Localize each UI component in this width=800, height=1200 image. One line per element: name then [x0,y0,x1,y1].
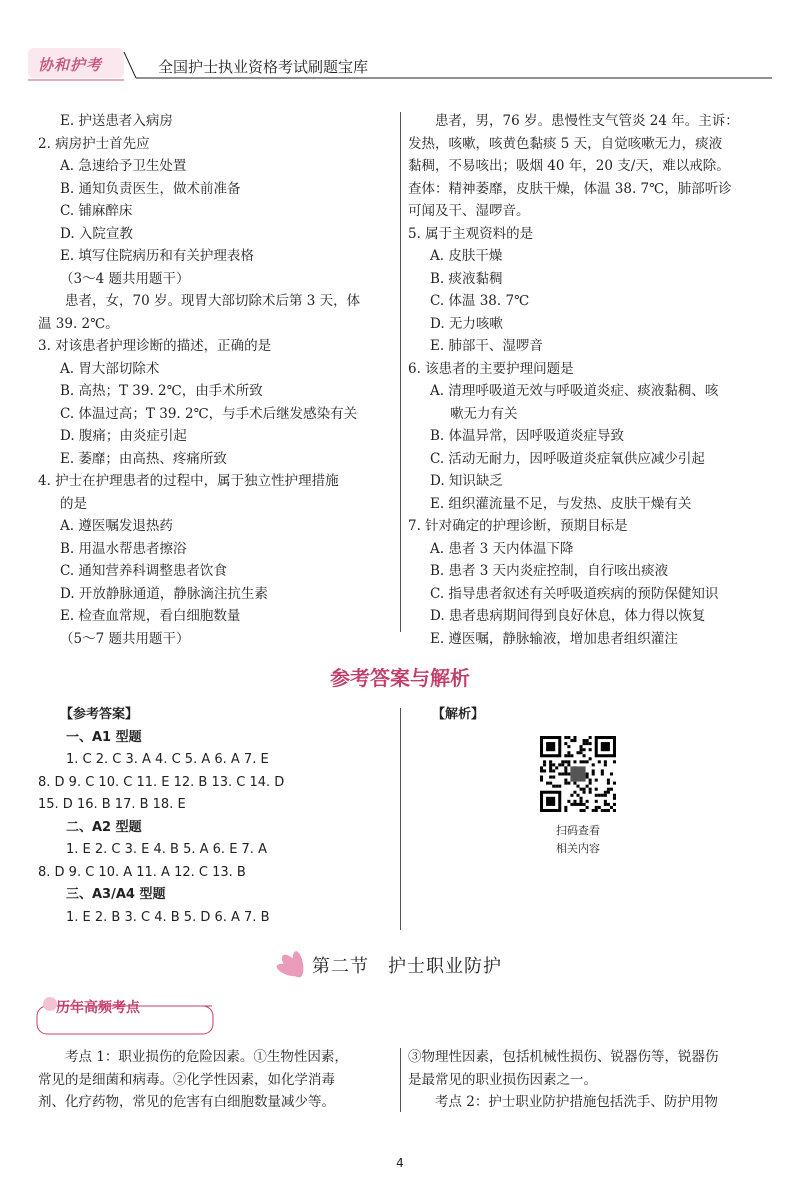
question-line: B. 用温水帮患者擦浴 [60,540,187,557]
question-line: 患者，男，76 岁。患慢性支气管炎 24 年。主诉： [435,113,739,129]
answer-line: 二、A2 型题 [66,819,142,835]
right-question-column [408,110,768,650]
question-line: E. 检查血常规，看白细胞数量 [60,608,241,624]
question-line: B. 体温异常，因呼吸道炎症导致 [430,428,625,444]
question-line: 7. 针对确定的护理诊断，预期目标是 [408,518,628,534]
answer-line: 【参考答案】 [60,707,139,722]
body-right-column [408,1046,768,1114]
question-line: E. 萎靡；由高热、疼痛所致 [60,450,227,467]
question-line: （5～7 题共用题干） [60,630,190,647]
body-line: 考点 1：职业损伤的危险因素。①生物性因素， [65,1049,348,1065]
qr-code-icon [540,736,616,812]
left-question-column [38,110,390,650]
question-line: 的是 [60,495,87,512]
question-line: 2. 病房护士首先应 [38,135,150,152]
qr-code[interactable] [540,736,616,812]
question-line: E. 护送患者入病房 [60,113,173,129]
question-line: C. 体温过高；T 39. 2℃，与手术后继发感染有关 [60,405,358,422]
header-title: 全国护士执业资格考试刷题宝库 [158,58,369,76]
question-line: 温 39. 2℃。 [38,315,119,332]
body-line: 是最常见的职业损伤因素之一。 [408,1071,597,1088]
answer-line: 一、A1 型题 [66,729,142,745]
page-header [28,48,772,88]
question-line: 3. 对该患者护理诊断的描述，正确的是 [38,338,272,354]
section-heading: 第二节 护士职业防护 [312,956,502,977]
answer-line: 1. C 2. C 3. A 4. C 5. A 6. A 7. E [66,752,269,767]
question-line: C. 通知营养科调整患者饮食 [60,563,227,579]
question-line: C. 指导患者叙述有关呼吸道疾病的预防保健知识 [430,585,719,602]
question-line: C. 体温 38. 7℃ [430,293,530,309]
question-line: E. 遵医嘱，静脉输液，增加患者组织灌注 [430,630,678,647]
question-line: 查体：精神萎靡，皮肤干燥，体温 38. 7℃，肺部听诊 [408,180,732,197]
question-line: D. 患者患病期间得到良好休息，体力得以恢复 [430,608,706,624]
question-line: 嗽无力有关 [450,405,518,422]
question-line: E. 组织灌流量不足，与发热、皮肤干燥有关 [430,495,692,512]
question-line: D. 入院宣教 [60,225,133,242]
question-line: （3～4 题共用题干） [60,270,190,287]
question-line: A. 清理呼吸道无效与呼吸道炎症、痰液黏稠、咳 [430,383,719,399]
question-line: D. 知识缺乏 [430,473,503,489]
question-line: A. 急速给予卫生处置 [60,158,187,174]
qr-caption-line-1: 扫码查看 [556,824,600,837]
key-points-label: 历年高频考点 [56,1000,140,1016]
question-line: A. 患者 3 天内体温下降 [430,540,574,557]
answer-line: 15. D 16. B 17. B 18. E [38,797,186,812]
question-line: 患者，女，70 岁。现胃大部切除术后第 3 天，体 [65,293,361,309]
question-line: 6. 该患者的主要护理问题是 [408,360,574,377]
question-line: A. 遵医嘱发退热药 [60,518,173,534]
question-line: B. 通知负责医生，做术前准备 [60,180,241,197]
question-line: 发热，咳嗽，咳黄色黏痰 5 天，自觉咳嗽无力，痰液 [408,135,723,152]
question-line: A. 胃大部切除术 [60,360,160,377]
answer-line: 1. E 2. C 3. E 4. B 5. A 6. E 7. A [66,842,267,857]
question-line: D. 开放静脉通道，静脉滴注抗生素 [60,585,268,602]
question-line: B. 痰液黏稠 [430,270,503,287]
body-divider [400,1048,401,1112]
body-line: 剂、化疗药物，常见的危害有白细胞数量减少等。 [38,1094,335,1110]
header-decoration [28,48,772,88]
question-line: E. 填写住院病历和有关护理表格 [60,248,254,264]
answer-line: 8. D 9. C 10. A 11. A 12. C 13. B [38,864,246,880]
brand-logo: 协和护考 [38,56,103,74]
body-left-column [38,1046,390,1114]
question-line: D. 无力咳嗽 [430,315,503,332]
body-line: 考点 2：护士职业防护措施包括洗手、防护用物 [435,1094,718,1110]
answer-line: 8. D 9. C 10. C 11. E 12. B 13. C 14. D [38,774,285,790]
column-divider [400,112,401,632]
question-line: C. 活动无耐力，因呼吸道炎症氧供应减少引起 [430,450,705,467]
body-line: ③物理性因素，包括机械性损伤、锐器伤等，锐器伤 [408,1049,719,1065]
answer-line: 三、A3/A4 型题 [66,887,166,902]
question-line: B. 患者 3 天内炎症控制，自行咳出痰液 [430,563,669,579]
question-line: 可闻及干、湿啰音。 [408,203,530,219]
question-line: 黏稠，不易咳出；吸烟 40 年，20 支/天，难以戒除。 [408,158,730,174]
question-line: B. 高热；T 39. 2℃，由手术所致 [60,383,263,399]
answers-section-title: 参考答案与解析 [330,666,470,690]
answer-line: 1. E 2. B 3. C 4. B 5. D 6. A 7. B [66,909,270,925]
answer-key [0,704,400,934]
question-line: 4. 护士在护理患者的过程中，属于独立性护理措施 [38,473,339,489]
question-line: E. 肺部干、湿啰音 [430,338,543,354]
question-line: 5. 属于主观资料的是 [408,225,534,242]
question-line: A. 皮肤干燥 [430,248,503,264]
question-line: D. 腹痛；由炎症引起 [60,428,187,444]
question-line: C. 铺麻醉床 [60,203,133,219]
page-number: 4 [396,1156,404,1170]
body-line: 常见的是细菌和病毒。②化学性因素，如化学消毒 [38,1071,335,1088]
analysis-label: 【解析】 [432,707,485,722]
answers-divider [400,708,401,930]
qr-caption-line-2: 相关内容 [556,842,600,855]
